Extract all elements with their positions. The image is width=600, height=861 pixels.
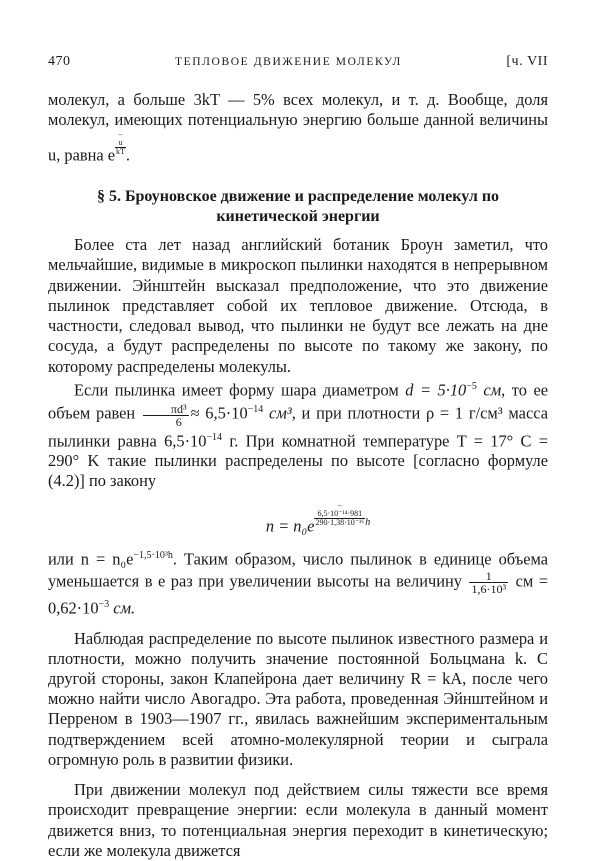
result-text-2: . Таким образом, число пылинок в единице объема уменьшается в e раз при увеличении высоты на величину [48, 549, 549, 591]
result-exp-2: −3 [98, 599, 110, 610]
result-text-1: или n = n₀e [48, 549, 134, 569]
volume-value: ≈ 6,5·10 [190, 403, 248, 423]
formula-exp-var: h [365, 516, 371, 528]
particle-text-3: и при плотности ρ = 1 г/см³ масса пылинки равна 6,5·10 [48, 403, 548, 451]
particle-text-1: Если пылинка имеет форму шара диаметром [74, 380, 399, 400]
formula-exp-den: 290·1,38·10⁻¹⁶ [315, 517, 365, 527]
height-den: 1,6·10³ [471, 582, 507, 596]
height-num: 1 [469, 570, 508, 583]
volume-den: 6 [175, 414, 182, 429]
volume-unit: см³, [269, 403, 296, 423]
mass-exp: −14 [206, 431, 223, 443]
intro-exponent: − u kT [116, 129, 125, 156]
result-exp: −1,5·10³h [133, 550, 173, 562]
paragraph-energy: При движении молекул под действием силы тяжести все время происходит превращение энергии: если молекула в данный момент движется вниз, то потенциальная энергия переходит в кинетическую; если же молекула движется [48, 780, 548, 860]
paragraph-particle [48, 377, 548, 492]
intro-exp-num: u [115, 139, 126, 148]
intro-exp-den: kT [116, 146, 125, 156]
particle-text-4: г. При комнатной температуре T = 17° C = 290° K такие пылинки распределены по высоте [согласно формуле (4.2)] по закону [48, 431, 548, 491]
running-title: ТЕПЛОВОЕ ДВИЖЕНИЕ МОЛЕКУЛ [175, 56, 402, 68]
diameter-unit: см, [483, 380, 506, 400]
result-text-3: см = 0,62·10 [48, 571, 548, 618]
volume-num: πd³ [143, 403, 189, 416]
volume-exp: −14 [247, 404, 264, 416]
formula-exp-num: 6,5·10⁻¹⁴·981 [314, 510, 365, 519]
book-page [48, 52, 548, 861]
paragraph-boltzmann: Наблюдая распределение по высоте пылинок известного размера и плотности, можно получить значение постоянной Больцмана k. С другой стороны, закон Клапейрона дает величину R = kA, после чего можно найти число Авогадро. Эта работа, проведенная Эйнштейном и Перреном в 1903—1907 гг., явилась важнейшим экспериментальным подтверждением всей атомно-молекулярной теории и сыграла огромную роль в развитии физики. [48, 628, 548, 769]
paragraph-result [48, 546, 548, 618]
diameter-value: d = 5·10 [405, 380, 467, 400]
height-fraction [469, 570, 508, 595]
intro-paragraph: молекул, а больше 3kT — 5% всех молекул, и т. д. Вообще, доля молекул, имеющих потенциальную энергию больше данной величины u, равна e− u kT . [48, 90, 548, 165]
diameter-exp: −5 [466, 380, 477, 392]
formula-lhs: n = n₀e [265, 516, 315, 536]
formula-exponent: − 6,5·10⁻¹⁴·981 290·1,38·10⁻¹⁶ [315, 500, 365, 527]
volume-fraction [143, 403, 189, 428]
distribution-formula [88, 502, 548, 537]
particle-text-2: то ее объем равен [48, 380, 549, 423]
page-header [48, 52, 548, 72]
paragraph-brownian: Более ста лет назад английский ботаник Броун заметил, что мельчайшие, видимые в микроскоп пылинки находятся в непрерывном движении. Эйнштейн высказал предположение, что это движение пылинок представляет собой их тепловое движение. Отсюда, в частности, следовал вывод, что пылинки не будут все лежать на дне сосуда, а будут распределены по высоте по такому же закону, по которому распределены молекулы. [48, 235, 548, 376]
result-unit: см. [113, 598, 136, 618]
page-number: 470 [48, 54, 71, 69]
intro-text: молекул, а больше 3kT — 5% всех молекул, и т. д. Вообще, доля молекул, имеющих потенциальную энергию больше данной величины u, равна [48, 90, 548, 165]
section-title: § 5. Броуновское движение и распределение молекул по кинетической энергии [96, 188, 500, 226]
chapter-marker: [ч. VII [506, 54, 548, 69]
